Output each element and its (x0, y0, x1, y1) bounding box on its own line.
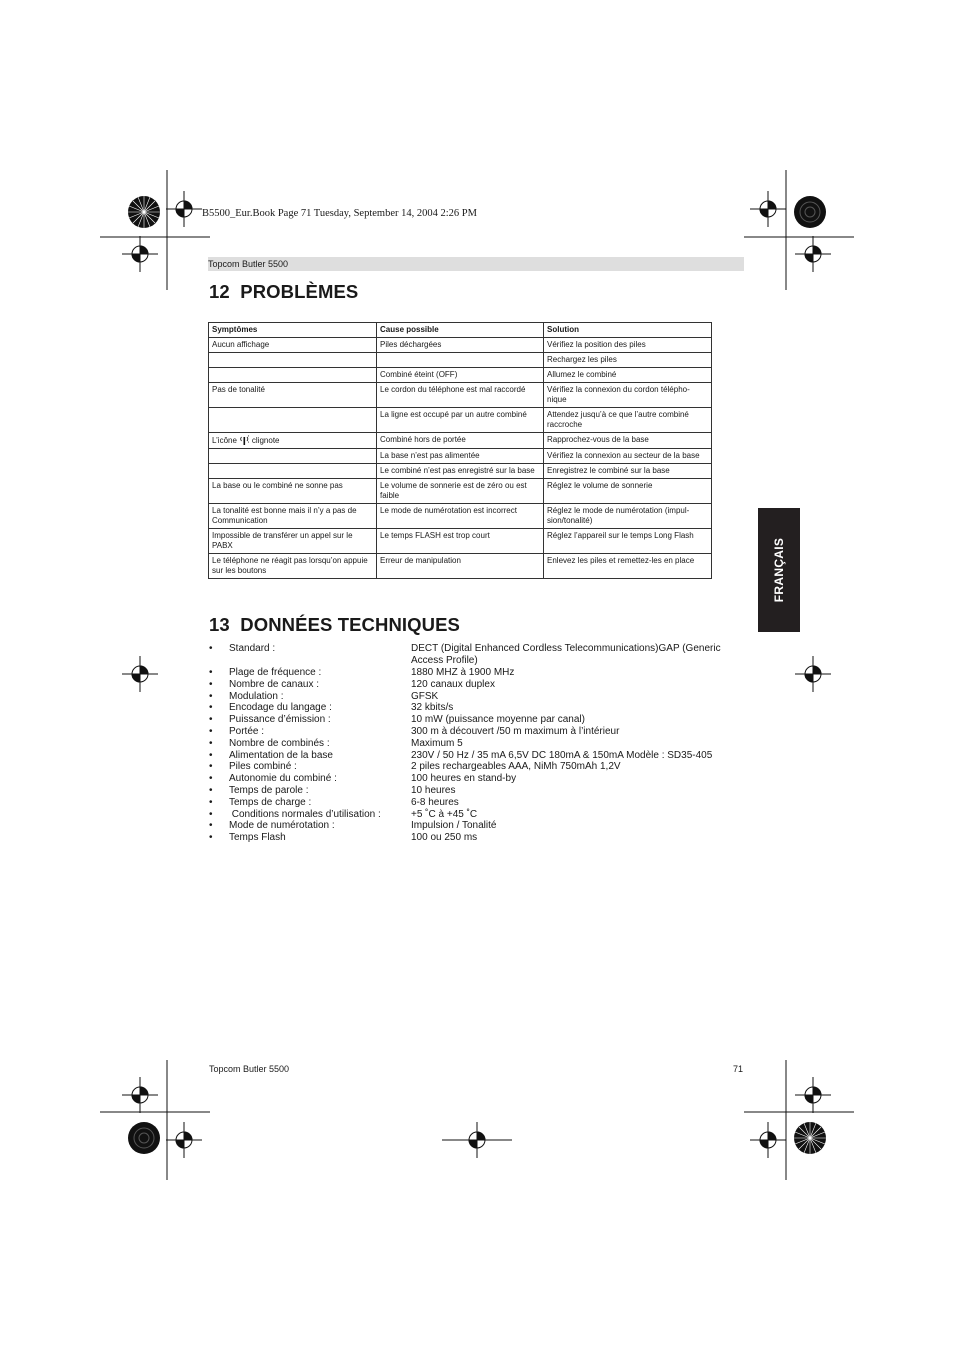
spec-label: Nombre de canaux : (229, 678, 320, 690)
spec-value: 10 mW (puissance moyenne par canal) (411, 714, 585, 726)
spec-label: Nombre de combinés : (229, 737, 330, 749)
cause-cell: Combiné éteint (OFF) (377, 368, 544, 383)
spec-row (209, 714, 749, 726)
spec-value: 120 canaux duplex (411, 678, 495, 690)
table-row (209, 479, 712, 504)
spec-label: Piles combiné : (229, 761, 297, 773)
symptom-cell (209, 368, 377, 383)
bullet: • (209, 643, 213, 654)
spec-value: 1880 MHZ à 1900 MHz (411, 667, 515, 678)
column-header: Solution (544, 323, 712, 338)
spec-label: Mode de numérotation : (229, 820, 335, 832)
section-12-title: PROBLÈMES (240, 281, 359, 302)
cause-cell: Le cordon du téléphone est mal raccordé (377, 383, 544, 408)
table-row (209, 554, 712, 579)
solution-cell: Rechargez les piles (544, 353, 712, 368)
spec-row (209, 809, 749, 821)
spec-row (209, 702, 749, 714)
symptom-cell (209, 408, 377, 433)
spec-label: Autonomie du combiné : (229, 773, 337, 785)
bullet: • (209, 667, 213, 678)
bullet: • (209, 820, 213, 832)
cause-cell: Le combiné n’est pas enregistré sur la base (377, 464, 544, 479)
column-header: Symptômes (209, 323, 377, 338)
spec-value: 100 heures en stand-by (411, 773, 517, 785)
running-header-product: Topcom Butler 5500 (208, 259, 289, 269)
symptom-cell (209, 449, 377, 464)
symptom-cell: Aucun affichage (209, 338, 377, 353)
spec-label: Temps de parole : (229, 784, 309, 796)
solution-cell: Réglez le volume de sonnerie (544, 479, 712, 504)
spec-row (209, 761, 749, 773)
table-row (209, 353, 712, 368)
running-header (208, 257, 744, 271)
table-row (209, 529, 712, 554)
spec-row (209, 643, 749, 667)
cause-cell (377, 353, 544, 368)
spec-row (209, 750, 749, 762)
solution-cell: Réglez l’appareil sur le temps Long Flash (544, 529, 712, 554)
spec-value: 10 heures (411, 784, 456, 796)
cause-cell: Erreur de manipulation (377, 554, 544, 579)
section-13-heading (209, 614, 460, 636)
symptom-cell (209, 464, 377, 479)
solution-cell: Enregistrez le combiné sur la base (544, 464, 712, 479)
table-header-row (209, 323, 712, 338)
bullet: • (209, 749, 213, 761)
bullet: • (209, 796, 213, 808)
spec-value: GFSK (411, 690, 439, 702)
print-info: B5500_Eur.Book Page 71 Tuesday, September 14, 2004 2:26 PM (202, 208, 477, 219)
cause-cell: La ligne est occupé par un autre combiné (377, 408, 544, 433)
symptom-cell: Le téléphone ne réagit pas lorsqu’on appuie sur les boutons (209, 554, 377, 579)
symptom-cell-icon (209, 433, 377, 449)
table-row (209, 408, 712, 433)
cause-cell: Combiné hors de portée (377, 433, 544, 449)
bullet: • (209, 832, 213, 844)
spec-row (209, 797, 749, 809)
bullet: • (209, 690, 213, 702)
symptom-cell: La tonalité est bonne mais il n’y a pas de Communication (209, 504, 377, 529)
cause-cell: Piles déchargées (377, 338, 544, 353)
footer-product: Topcom Butler 5500 (209, 1064, 290, 1074)
section-13-title: DONNÉES TECHNIQUES (240, 614, 460, 635)
solution-cell: Réglez le mode de numérotation (impul-sion/tonalité) (544, 504, 712, 529)
spec-row (209, 679, 749, 691)
icon-row-before: L’icône (212, 436, 237, 445)
spec-label: Portée : (229, 725, 265, 737)
table-row (209, 449, 712, 464)
symptom-cell: La base ou le combiné ne sonne pas (209, 479, 377, 504)
table-row (209, 383, 712, 408)
table-row (209, 368, 712, 383)
solution-cell: Enlevez les piles et remettez-les en place (544, 554, 712, 579)
spec-label: Temps de charge : (229, 796, 312, 808)
bullet: • (209, 808, 213, 820)
spec-row (209, 738, 749, 750)
symptom-cell: Impossible de transférer un appel sur le PABX (209, 529, 377, 554)
spec-value: 100 ou 250 ms (411, 832, 478, 844)
spec-value: 230V / 50 Hz / 35 mA 6,5V DC 180mA & 150mA Modèle : SD35-405 (411, 749, 713, 761)
language-tab-label: FRANÇAIS (772, 537, 786, 603)
spec-row (209, 691, 749, 703)
spec-value: 2 piles rechargeables AAA, NiMh 750mAh 1,2V (411, 761, 621, 773)
solution-cell: Rapprochez-vous de la base (544, 433, 712, 449)
spec-label: Temps Flash (229, 832, 286, 844)
column-header: Cause possible (377, 323, 544, 338)
spec-value: 32 kbits/s (411, 702, 454, 714)
spec-row (209, 785, 749, 797)
icon-row-after: clignote (251, 436, 280, 445)
spec-label: Modulation : (229, 690, 284, 702)
spec-label: Encodage du langage : (229, 702, 332, 714)
table-row (209, 433, 712, 449)
bullet: • (209, 678, 213, 690)
spec-row (209, 667, 749, 679)
section-12-number: 12 (209, 281, 230, 302)
spec-label: Puissance d’émission : (229, 714, 331, 726)
spec-label: Standard : (229, 643, 276, 654)
language-tab (758, 508, 800, 632)
cause-cell: Le temps FLASH est trop court (377, 529, 544, 554)
bullet: • (209, 737, 213, 749)
signal-icon (240, 435, 249, 445)
spec-value: Maximum 5 (411, 737, 463, 749)
solution-cell: Vérifiez la connexion au secteur de la base (544, 449, 712, 464)
symptom-cell: Pas de tonalité (209, 383, 377, 408)
spec-row (209, 773, 749, 785)
technical-specs-list (209, 643, 749, 844)
symptom-cell (209, 353, 377, 368)
page-number: 71 (733, 1064, 744, 1074)
table-row (209, 464, 712, 479)
table-row (209, 338, 712, 353)
spec-value: 6-8 heures (411, 796, 459, 808)
cause-cell: La base n’est pas alimentée (377, 449, 544, 464)
spec-row (209, 832, 749, 844)
section-13-number: 13 (209, 614, 230, 635)
solution-cell: Attendez jusqu’à ce que l’autre combiné raccroche (544, 408, 712, 433)
spec-row (209, 726, 749, 738)
spec-value: 300 m à découvert /50 m maximum à l’intérieur (411, 725, 620, 737)
bullet: • (209, 714, 213, 726)
cause-cell: Le mode de numérotation est incorrect (377, 504, 544, 529)
table-row (209, 504, 712, 529)
spec-label: Plage de fréquence : (229, 667, 322, 678)
spec-value: +5 ˚C à +45 ˚C (411, 808, 478, 820)
solution-cell: Vérifiez la position des piles (544, 338, 712, 353)
solution-cell: Vérifiez la connexion du cordon télépho-nique (544, 383, 712, 408)
bullet: • (209, 702, 213, 714)
spec-value: DECT (Digital Enhanced Cordless Telecommunications)GAP (Generic Access Profile) (411, 643, 721, 666)
spec-value: Impulsion / Tonalité (411, 820, 497, 832)
spec-row (209, 820, 749, 832)
spec-label: Conditions normales d’utilisation : (229, 808, 381, 820)
problems-table (208, 322, 712, 579)
bullet: • (209, 725, 213, 737)
bullet: • (209, 773, 213, 785)
cause-cell: Le volume de sonnerie est de zéro ou est faible (377, 479, 544, 504)
spec-label: Alimentation de la base (229, 749, 333, 761)
bullet: • (209, 784, 213, 796)
bullet: • (209, 761, 213, 773)
solution-cell: Allumez le combiné (544, 368, 712, 383)
section-12-heading (209, 281, 358, 303)
